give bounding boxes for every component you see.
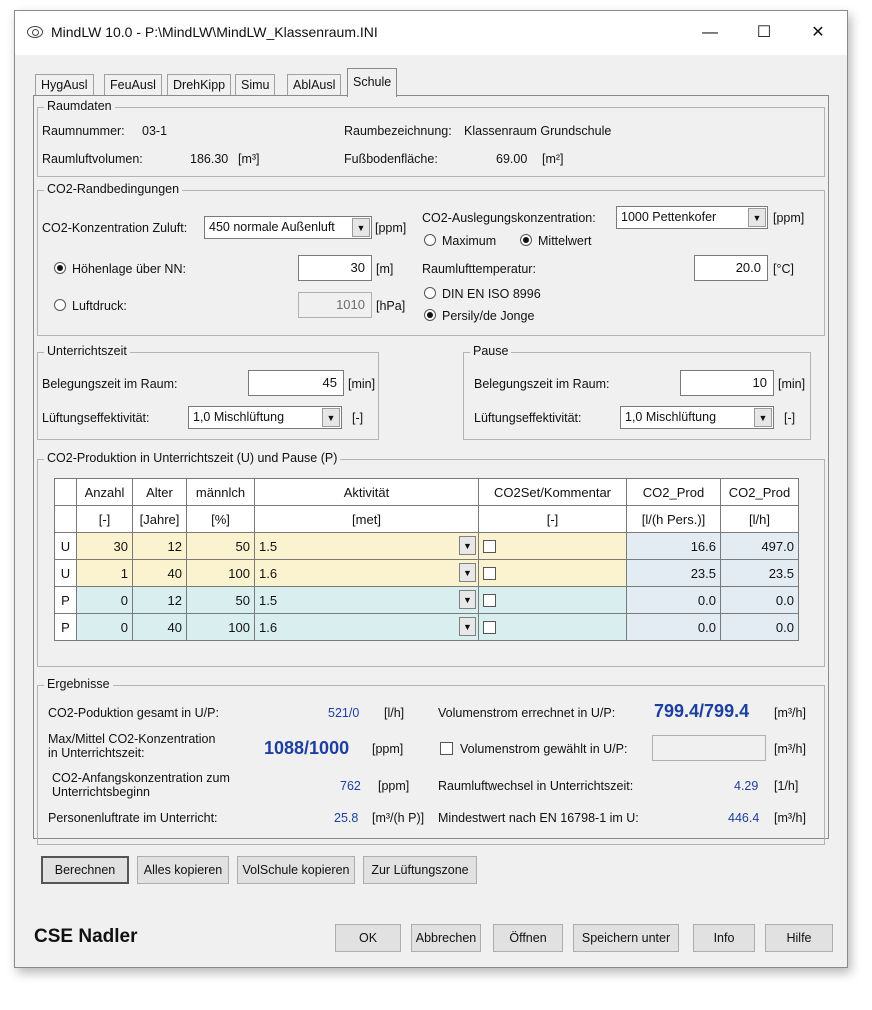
cell-co2prod-pers: 0.0 [627, 614, 721, 641]
mindestwert-unit: [m³/h] [774, 811, 806, 825]
table-corner [55, 506, 77, 533]
cell-co2prod-total: 0.0 [721, 614, 799, 641]
co2-randbedingungen-group [37, 182, 825, 336]
radio-persily-label: Persily/de Jonge [442, 309, 535, 323]
mindestwert-value: 446.4 [728, 811, 760, 825]
cell-co2prod-total: 0.0 [721, 587, 799, 614]
volumenstrom-gewaehlt-unit: [m³/h] [774, 742, 806, 756]
volumenstrom-gewaehlt-checkbox[interactable] [440, 742, 453, 755]
raumnummer-value: 03-1 [142, 124, 168, 138]
fussbodenflaeche-label: Fußbodenfläche: [344, 152, 438, 166]
luftdruck-label: Luftdruck: [72, 299, 127, 313]
cell-aktivitaet-value: 1.5 [259, 592, 278, 608]
unterricht-belegung-label: Belegungszeit im Raum: [42, 377, 178, 391]
alles-kopieren-button[interactable]: Alles kopieren [137, 856, 229, 884]
chevron-down-icon[interactable]: ▼ [459, 617, 476, 636]
unit-aktivitaet: [met] [255, 506, 479, 533]
tab-hygausl[interactable]: HygAusl [35, 74, 94, 96]
tab-schule[interactable]: Schule [347, 68, 397, 97]
cell-aktivitaet-value: 1.6 [259, 565, 278, 581]
luftdruck-unit: [hPa] [376, 299, 406, 313]
ok-button[interactable]: OK [335, 924, 401, 952]
cell-anzahl[interactable]: 1 [77, 560, 133, 587]
zuluft-select[interactable] [204, 216, 372, 239]
app-icon [27, 26, 43, 38]
pause-eff-unit: [-] [784, 411, 796, 425]
table-row [55, 587, 799, 614]
close-button[interactable]: ✕ [811, 24, 825, 41]
radio-luftdruck[interactable] [54, 299, 66, 311]
zuluft-select-value: 450 normale Außenluft [209, 220, 335, 234]
cell-aktivitaet[interactable] [255, 614, 479, 641]
cell-co2prod-pers: 16.6 [627, 533, 721, 560]
hoehenlage-label: Höhenlage über NN: [72, 262, 186, 276]
auslegung-unit: [ppm] [773, 211, 805, 225]
volumenstrom-gewaehlt-label: Volumenstrom gewählt in U/P: [460, 742, 628, 756]
radio-maximum-label: Maximum [442, 234, 497, 248]
col-maennlich-header: männlch [187, 479, 255, 506]
chevron-down-icon[interactable]: ▼ [322, 408, 340, 427]
tab-drehkipp[interactable]: DrehKipp [167, 74, 231, 96]
hoehenlage-unit: [m] [376, 262, 394, 276]
chevron-down-icon[interactable]: ▼ [459, 563, 476, 582]
volumenstrom-errechnet-value: 799.4/799.4 [654, 701, 750, 721]
radio-hoehenlage[interactable] [54, 262, 66, 274]
volumenstrom-gewaehlt-input [652, 735, 766, 761]
fussbodenflaeche-unit: [m²] [542, 152, 564, 166]
radio-mittelwert-label: Mittelwert [538, 234, 592, 248]
cell-maennlich[interactable]: 50 [187, 533, 255, 560]
unterrichtszeit-legend: Unterrichtszeit [44, 344, 130, 358]
auslegung-label: CO2-Auslegungskonzentration: [422, 211, 596, 225]
anfangskonzentration-label-line1: CO2-Anfangskonzentration zum [52, 771, 230, 785]
row-type: P [55, 614, 77, 641]
cell-anzahl[interactable]: 0 [77, 587, 133, 614]
cell-co2prod-total: 497.0 [721, 533, 799, 560]
volumenstrom-errechnet-unit: [m³/h] [774, 706, 806, 720]
cell-co2set [479, 560, 627, 587]
info-button[interactable]: Info [693, 924, 755, 952]
zuluft-unit: [ppm] [375, 221, 407, 235]
hoehenlage-input[interactable]: 30 [298, 255, 372, 281]
pause-legend: Pause [470, 344, 511, 358]
cell-alter[interactable]: 40 [133, 560, 187, 587]
pause-belegung-unit: [min] [778, 377, 806, 391]
mindestwert-label: Mindestwert nach EN 16798-1 im U: [438, 811, 639, 825]
personenluftrate-unit: [m³/(h P)] [372, 811, 425, 825]
unterricht-eff-unit: [-] [352, 411, 364, 425]
personenluftrate-label: Personenluftrate im Unterricht: [48, 811, 218, 825]
pause-eff-select[interactable] [620, 406, 774, 429]
main-window [14, 10, 848, 968]
cell-co2prod-pers: 23.5 [627, 560, 721, 587]
speichern-unter-button[interactable]: Speichern unter [573, 924, 679, 952]
co2-produktion-gesamt-label: CO2-Poduktion gesamt in U/P: [48, 706, 219, 720]
cell-aktivitaet-value: 1.5 [259, 538, 278, 554]
col-co2prod-pers-header: CO2_Prod [627, 479, 721, 506]
zur-lueftungszone-button[interactable]: Zur Lüftungszone [363, 856, 477, 884]
co2set-checkbox[interactable] [483, 594, 496, 607]
cell-anzahl[interactable]: 30 [77, 533, 133, 560]
co2-produktion-gesamt-unit: [l/h] [384, 706, 405, 720]
max-mittel-unit: [ppm] [372, 742, 404, 756]
raumluftwechsel-unit: [1/h] [774, 779, 799, 793]
window-title: MindLW 10.0 - P:\MindLW\MindLW_Klassenraum.INI [51, 24, 378, 40]
raumbezeichnung-label: Raumbezeichnung: [344, 124, 452, 138]
co2-produktion-table [54, 478, 799, 641]
tab-simu[interactable]: Simu [235, 74, 275, 96]
raumnummer-label: Raumnummer: [42, 124, 125, 138]
berechnen-button[interactable]: Berechnen [41, 856, 129, 884]
tab-feuausl[interactable]: FeuAusl [104, 74, 162, 96]
co2-produktion-group [37, 451, 825, 667]
luftdruck-input: 1010 [298, 292, 372, 318]
cell-maennlich[interactable]: 100 [187, 614, 255, 641]
tab-ablausl[interactable]: AblAusl [287, 74, 341, 96]
oeffnen-button[interactable]: Öffnen [493, 924, 563, 952]
table-header-row [55, 479, 799, 506]
co2-produktion-legend: CO2-Produktion in Unterrichtszeit (U) und Pause (P) [44, 451, 340, 465]
unterricht-eff-label: Lüftungseffektivität: [42, 411, 150, 425]
col-anzahl-header: Anzahl [77, 479, 133, 506]
raumlufttemperatur-label: Raumlufttemperatur: [422, 262, 536, 276]
table-row [55, 560, 799, 587]
pause-eff-label: Lüftungseffektivität: [474, 411, 582, 425]
pause-belegung-label: Belegungszeit im Raum: [474, 377, 610, 391]
col-aktivitaet-header: Aktivität [255, 479, 479, 506]
raumdaten-legend: Raumdaten [44, 99, 115, 113]
co2-randbedingungen-legend: CO2-Randbedingungen [44, 182, 182, 196]
ergebnisse-legend: Ergebnisse [44, 677, 113, 691]
raumlufttemperatur-unit: [°C] [773, 262, 794, 276]
cell-aktivitaet[interactable] [255, 533, 479, 560]
brand-label: CSE Nadler [34, 926, 138, 947]
pause-eff-select-value: 1,0 Mischlüftung [625, 410, 717, 424]
pause-belegung-input[interactable]: 10 [680, 370, 774, 396]
raumluftvolumen-unit: [m³] [238, 152, 260, 166]
raumbezeichnung-value: Klassenraum Grundschule [464, 124, 612, 138]
volschule-kopieren-button[interactable]: VolSchule kopieren [237, 856, 355, 884]
unterrichtszeit-group [37, 344, 379, 440]
pause-group [463, 344, 811, 440]
radio-din-label: DIN EN ISO 8996 [442, 287, 541, 301]
table-unit-row [55, 506, 799, 533]
unterricht-belegung-input[interactable]: 45 [248, 370, 344, 396]
col-co2prod-total-header: CO2_Prod [721, 479, 799, 506]
fussbodenflaeche-value: 69.00 [496, 152, 528, 166]
raumdaten-group [37, 99, 825, 177]
chevron-down-icon[interactable]: ▼ [459, 536, 476, 555]
cell-maennlich[interactable]: 100 [187, 560, 255, 587]
unit-maennlich: [%] [187, 506, 255, 533]
unit-co2set: [-] [479, 506, 627, 533]
maximize-button[interactable]: ☐ [756, 24, 772, 41]
cell-aktivitaet[interactable] [255, 560, 479, 587]
row-type: U [55, 560, 77, 587]
cell-aktivitaet-value: 1.6 [259, 619, 278, 635]
auslegung-select[interactable] [616, 206, 768, 229]
radio-persily[interactable] [424, 309, 436, 321]
cell-anzahl[interactable]: 0 [77, 614, 133, 641]
raumluftvolumen-label: Raumluftvolumen: [42, 152, 143, 166]
cell-maennlich[interactable]: 50 [187, 587, 255, 614]
cell-co2set [479, 587, 627, 614]
max-mittel-label-line1: Max/Mittel CO2-Konzentration [48, 732, 216, 746]
co2-produktion-gesamt-value: 521/0 [328, 706, 360, 720]
cell-alter[interactable]: 12 [133, 533, 187, 560]
chevron-down-icon[interactable]: ▼ [754, 408, 772, 427]
table-row [55, 533, 799, 560]
col-alter-header: Alter [133, 479, 187, 506]
radio-din-en-iso-8996[interactable] [424, 287, 436, 299]
row-type: P [55, 587, 77, 614]
cell-co2prod-total: 23.5 [721, 560, 799, 587]
hilfe-button[interactable]: Hilfe [765, 924, 833, 952]
radio-mittelwert[interactable] [520, 234, 532, 246]
anfangskonzentration-value: 762 [340, 779, 361, 793]
raumluftvolumen-value: 186.30 [190, 152, 229, 166]
row-type: U [55, 533, 77, 560]
chevron-down-icon[interactable]: ▼ [352, 218, 370, 237]
unterricht-eff-select[interactable] [188, 406, 342, 429]
cell-aktivitaet[interactable] [255, 587, 479, 614]
cell-co2prod-pers: 0.0 [627, 587, 721, 614]
zuluft-label: CO2-Konzentration Zuluft: [42, 221, 188, 235]
cell-alter[interactable]: 40 [133, 614, 187, 641]
unit-co2prod-total: [l/h] [721, 506, 799, 533]
co2set-checkbox[interactable] [483, 567, 496, 580]
unit-alter: [Jahre] [133, 506, 187, 533]
abbrechen-button[interactable]: Abbrechen [411, 924, 481, 952]
unit-anzahl: [-] [77, 506, 133, 533]
chevron-down-icon[interactable]: ▼ [748, 208, 766, 227]
co2set-checkbox[interactable] [483, 540, 496, 553]
table-row [55, 614, 799, 641]
personenluftrate-value: 25.8 [334, 811, 359, 825]
cell-co2set [479, 614, 627, 641]
anfangskonzentration-unit: [ppm] [378, 779, 410, 793]
max-mittel-value: 1088/1000 [264, 738, 350, 758]
chevron-down-icon[interactable]: ▼ [459, 590, 476, 609]
cell-co2set [479, 533, 627, 560]
anfangskonzentration-label-line2: Unterrichtsbeginn [52, 785, 150, 799]
table-corner [55, 479, 77, 506]
minimize-button[interactable]: — [702, 24, 718, 41]
volumenstrom-errechnet-label: Volumenstrom errechnet in U/P: [438, 706, 616, 720]
unit-co2prod-pers: [l/(h Pers.)] [627, 506, 721, 533]
cell-alter[interactable]: 12 [133, 587, 187, 614]
radio-maximum[interactable] [424, 234, 436, 246]
raumluftwechsel-value: 4.29 [734, 779, 759, 793]
raumluftwechsel-label: Raumluftwechsel in Unterrichtszeit: [438, 779, 634, 793]
co2set-checkbox[interactable] [483, 621, 496, 634]
max-mittel-label-line2: in Unterrichtszeit: [48, 746, 145, 760]
auslegung-select-value: 1000 Pettenkofer [621, 210, 717, 224]
unterricht-eff-select-value: 1,0 Mischlüftung [193, 410, 285, 424]
ergebnisse-group [37, 677, 825, 845]
col-co2set-header: CO2Set/Kommentar [479, 479, 627, 506]
title-bar[interactable] [15, 11, 847, 55]
raumlufttemperatur-input[interactable]: 20.0 [694, 255, 768, 281]
unterricht-belegung-unit: [min] [348, 377, 376, 391]
